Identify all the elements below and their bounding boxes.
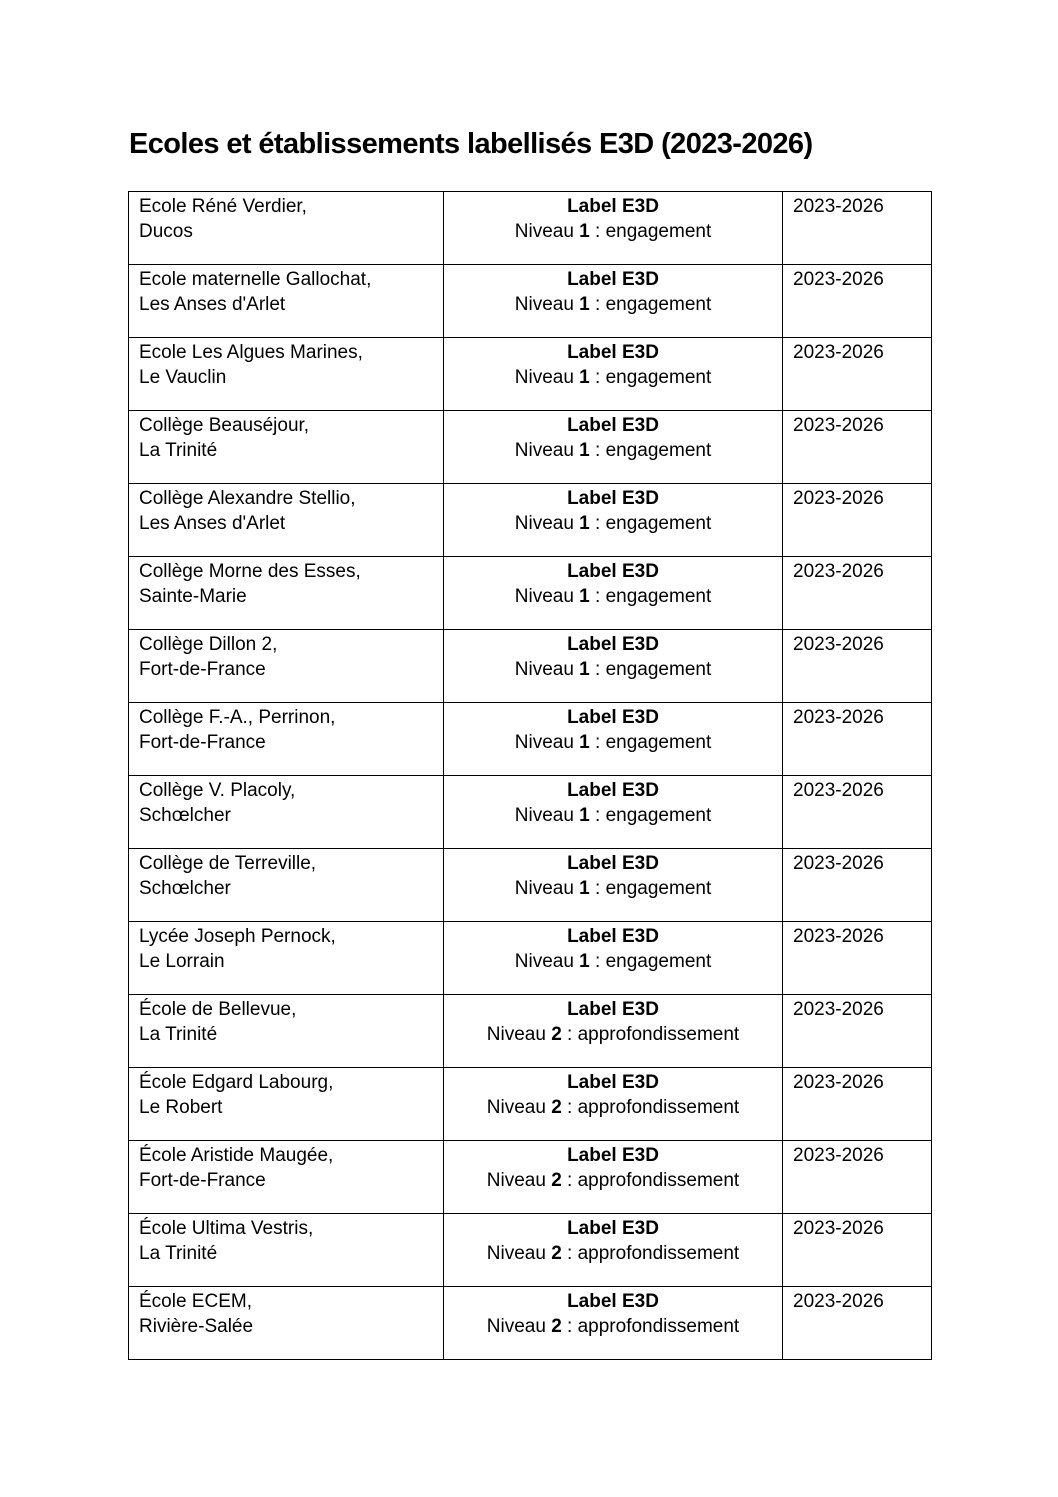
school-name: École Ultima Vestris,: [139, 1218, 314, 1239]
school-cell: [129, 630, 444, 703]
level-number: 1: [579, 366, 590, 388]
school-city: Le Lorrain: [139, 950, 225, 972]
school-name: École ECEM,: [139, 1291, 252, 1312]
school-cell: [129, 338, 444, 411]
label-period: 2023-2026: [793, 1072, 884, 1093]
table-row: [129, 1141, 932, 1214]
label-period: 2023-2026: [793, 853, 884, 874]
level-prefix: Niveau: [514, 439, 580, 461]
level-prefix: Niveau: [514, 512, 580, 534]
school-cell: [129, 265, 444, 338]
label-level: [454, 585, 772, 610]
school-city: La Trinité: [139, 439, 218, 461]
label-title: Label E3D: [567, 269, 659, 290]
school-name: Lycée Joseph Pernock,: [139, 926, 336, 947]
period-cell: [783, 1141, 932, 1214]
label-level: [454, 512, 772, 537]
label-title: Label E3D: [567, 780, 659, 801]
label-period: 2023-2026: [793, 488, 884, 509]
period-cell: [783, 995, 932, 1068]
label-level: [454, 731, 772, 756]
level-description: : engagement: [589, 512, 712, 534]
level-prefix: Niveau: [486, 1096, 552, 1118]
table-row: [129, 338, 932, 411]
school-name: École Edgard Labourg,: [139, 1072, 334, 1093]
label-cell: [444, 1141, 783, 1214]
school-name: Collège Alexandre Stellio,: [139, 488, 356, 509]
label-level: [454, 1242, 772, 1267]
period-cell: [783, 776, 932, 849]
label-title: Label E3D: [567, 1072, 659, 1093]
table-row: [129, 776, 932, 849]
school-name: Ecole Les Algues Marines,: [139, 342, 363, 363]
label-cell: [444, 1214, 783, 1287]
school-name: Collège V. Placoly,: [139, 780, 296, 801]
school-cell: [129, 1287, 444, 1360]
label-period: 2023-2026: [793, 1291, 884, 1312]
level-description: : approfondissement: [561, 1096, 740, 1118]
label-title: Label E3D: [567, 196, 659, 217]
label-period: 2023-2026: [793, 561, 884, 582]
label-level: [454, 950, 772, 975]
level-prefix: Niveau: [486, 1315, 552, 1337]
table-row: [129, 265, 932, 338]
level-description: : engagement: [589, 293, 712, 315]
school-cell: [129, 1141, 444, 1214]
level-description: : engagement: [589, 366, 712, 388]
level-prefix: Niveau: [514, 366, 580, 388]
label-period: 2023-2026: [793, 999, 884, 1020]
table-row: [129, 922, 932, 995]
school-cell: [129, 192, 444, 265]
level-prefix: Niveau: [486, 1169, 552, 1191]
school-name: École Aristide Maugée,: [139, 1145, 334, 1166]
label-period: 2023-2026: [793, 926, 884, 947]
label-level: [454, 439, 772, 464]
level-description: : engagement: [589, 220, 712, 242]
level-prefix: Niveau: [486, 1242, 552, 1264]
school-name: Collège Beauséjour,: [139, 415, 310, 436]
label-cell: [444, 192, 783, 265]
level-number: 1: [579, 585, 590, 607]
label-title: Label E3D: [567, 1291, 659, 1312]
label-level: [454, 804, 772, 829]
period-cell: [783, 1287, 932, 1360]
label-period: 2023-2026: [793, 1145, 884, 1166]
label-period: 2023-2026: [793, 196, 884, 217]
label-period: 2023-2026: [793, 707, 884, 728]
level-prefix: Niveau: [514, 293, 580, 315]
level-number: 1: [579, 731, 590, 753]
period-cell: [783, 411, 932, 484]
label-level: [454, 877, 772, 902]
level-description: : approfondissement: [561, 1315, 740, 1337]
school-cell: [129, 922, 444, 995]
label-level: [454, 1023, 772, 1048]
label-title: Label E3D: [567, 415, 659, 436]
school-name: Collège F.-A., Perrinon,: [139, 707, 336, 728]
level-number: 1: [579, 950, 590, 972]
label-level: [454, 1096, 772, 1121]
school-name: Ecole maternelle Gallochat,: [139, 269, 372, 290]
level-number: 2: [551, 1096, 562, 1118]
table-row: [129, 192, 932, 265]
period-cell: [783, 703, 932, 776]
label-cell: [444, 1287, 783, 1360]
label-level: [454, 293, 772, 318]
label-title: Label E3D: [567, 561, 659, 582]
table-row: [129, 1068, 932, 1141]
school-cell: [129, 995, 444, 1068]
level-number: 1: [579, 439, 590, 461]
school-cell: [129, 1068, 444, 1141]
table-body: [129, 192, 932, 1360]
label-title: Label E3D: [567, 1145, 659, 1166]
label-title: Label E3D: [567, 342, 659, 363]
label-level: [454, 1315, 772, 1340]
school-name: Collège Dillon 2,: [139, 634, 278, 655]
level-description: : engagement: [589, 731, 712, 753]
period-cell: [783, 849, 932, 922]
label-cell: [444, 338, 783, 411]
label-level: [454, 366, 772, 391]
level-description: : engagement: [589, 439, 712, 461]
school-cell: [129, 411, 444, 484]
level-prefix: Niveau: [514, 731, 580, 753]
school-city: Les Anses d'Arlet: [139, 293, 286, 315]
school-cell: [129, 776, 444, 849]
period-cell: [783, 484, 932, 557]
label-period: 2023-2026: [793, 415, 884, 436]
school-city: La Trinité: [139, 1242, 218, 1264]
page-title: Ecoles et établissements labellisés E3D (2023-2026): [129, 128, 813, 160]
level-description: : approfondissement: [561, 1242, 740, 1264]
label-cell: [444, 849, 783, 922]
school-city: Fort-de-France: [139, 1169, 266, 1191]
label-title: Label E3D: [567, 1218, 659, 1239]
level-prefix: Niveau: [514, 804, 580, 826]
label-title: Label E3D: [567, 634, 659, 655]
level-number: 1: [579, 220, 590, 242]
label-cell: [444, 922, 783, 995]
level-description: : engagement: [589, 804, 712, 826]
label-cell: [444, 776, 783, 849]
label-cell: [444, 484, 783, 557]
table-row: [129, 849, 932, 922]
level-number: 2: [551, 1315, 562, 1337]
label-title: Label E3D: [567, 488, 659, 509]
label-level: [454, 658, 772, 683]
e3d-schools-table: [128, 191, 932, 1360]
school-city: Fort-de-France: [139, 658, 266, 680]
level-description: : engagement: [589, 658, 712, 680]
school-cell: [129, 557, 444, 630]
school-cell: [129, 484, 444, 557]
level-number: 1: [579, 293, 590, 315]
school-name: Collège de Terreville,: [139, 853, 317, 874]
school-city: Rivière-Salée: [139, 1315, 254, 1337]
level-prefix: Niveau: [514, 658, 580, 680]
period-cell: [783, 265, 932, 338]
level-description: : approfondissement: [561, 1023, 740, 1045]
level-description: : engagement: [589, 950, 712, 972]
label-title: Label E3D: [567, 926, 659, 947]
table-row: [129, 411, 932, 484]
level-description: : approfondissement: [561, 1169, 740, 1191]
level-number: 2: [551, 1242, 562, 1264]
level-number: 2: [551, 1023, 562, 1045]
level-prefix: Niveau: [514, 877, 580, 899]
table-row: [129, 630, 932, 703]
label-title: Label E3D: [567, 707, 659, 728]
level-number: 1: [579, 877, 590, 899]
label-title: Label E3D: [567, 999, 659, 1020]
table-row: [129, 484, 932, 557]
label-level: [454, 220, 772, 245]
level-number: 1: [579, 658, 590, 680]
school-city: Fort-de-France: [139, 731, 266, 753]
label-cell: [444, 630, 783, 703]
school-city: Les Anses d'Arlet: [139, 512, 286, 534]
table-row: [129, 1214, 932, 1287]
level-description: : engagement: [589, 877, 712, 899]
school-cell: [129, 703, 444, 776]
label-cell: [444, 557, 783, 630]
period-cell: [783, 338, 932, 411]
table-row: [129, 557, 932, 630]
level-prefix: Niveau: [514, 220, 580, 242]
school-city: Sainte-Marie: [139, 585, 247, 607]
school-city: Schœlcher: [139, 877, 231, 899]
label-cell: [444, 703, 783, 776]
school-city: Ducos: [139, 220, 193, 242]
label-cell: [444, 1068, 783, 1141]
school-cell: [129, 849, 444, 922]
level-prefix: Niveau: [514, 585, 580, 607]
level-number: 1: [579, 512, 590, 534]
level-number: 1: [579, 804, 590, 826]
label-title: Label E3D: [567, 853, 659, 874]
label-cell: [444, 411, 783, 484]
school-city: Schœlcher: [139, 804, 231, 826]
label-period: 2023-2026: [793, 780, 884, 801]
school-name: Ecole Réné Verdier,: [139, 196, 307, 217]
period-cell: [783, 557, 932, 630]
level-prefix: Niveau: [514, 950, 580, 972]
school-city: Le Vauclin: [139, 366, 227, 388]
label-period: 2023-2026: [793, 342, 884, 363]
period-cell: [783, 1068, 932, 1141]
school-name: Collège Morne des Esses,: [139, 561, 361, 582]
label-cell: [444, 995, 783, 1068]
period-cell: [783, 192, 932, 265]
label-cell: [444, 265, 783, 338]
period-cell: [783, 922, 932, 995]
level-prefix: Niveau: [486, 1023, 552, 1045]
label-period: 2023-2026: [793, 269, 884, 290]
table-row: [129, 1287, 932, 1360]
label-period: 2023-2026: [793, 634, 884, 655]
level-number: 2: [551, 1169, 562, 1191]
label-level: [454, 1169, 772, 1194]
school-cell: [129, 1214, 444, 1287]
period-cell: [783, 630, 932, 703]
table-row: [129, 995, 932, 1068]
school-name: École de Bellevue,: [139, 999, 297, 1020]
table-row: [129, 703, 932, 776]
school-city: Le Robert: [139, 1096, 223, 1118]
label-period: 2023-2026: [793, 1218, 884, 1239]
level-description: : engagement: [589, 585, 712, 607]
period-cell: [783, 1214, 932, 1287]
school-city: La Trinité: [139, 1023, 218, 1045]
